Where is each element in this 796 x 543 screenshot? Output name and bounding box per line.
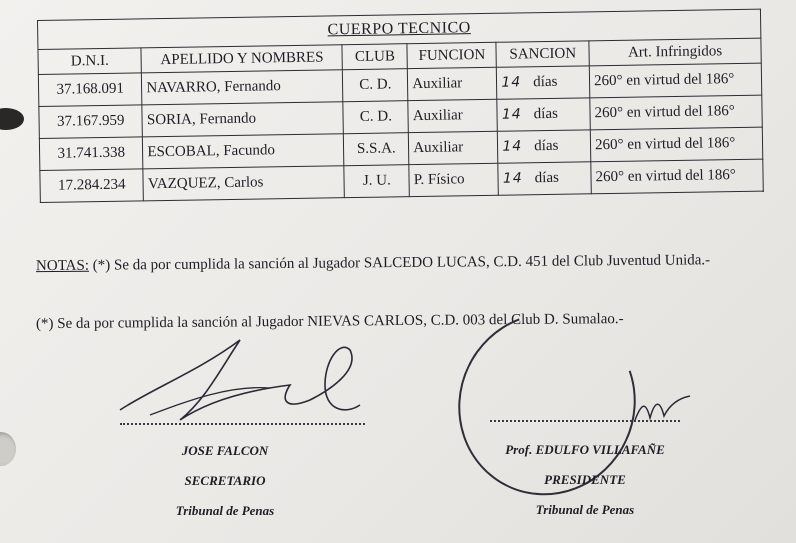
cuerpo-tecnico-table: [37, 9, 764, 203]
cell-name: VAZQUEZ, Carlos: [143, 166, 345, 201]
sancion-unit: días: [533, 105, 559, 123]
cell-sancion: [498, 130, 591, 163]
punch-hole-bottom: [0, 432, 16, 466]
punch-hole-top: [0, 108, 24, 130]
cell-dni: 31.741.338: [39, 137, 143, 171]
signature-line-left: [120, 423, 365, 425]
notes-line-1: (*) Se da por cumplida la sanción al Jugador SALCEDO LUCAS, C.D. 451 del Club Juventud Unida.-: [92, 252, 711, 274]
sancion-unit: días: [534, 137, 559, 155]
cell-art: 260° en virtud del 186°: [590, 127, 762, 162]
right-signer-name: Prof. EDULFO VILLAFAÑE: [505, 442, 665, 457]
table-title-text: CUERPO TECNICO: [327, 19, 471, 39]
sancion-unit: días: [534, 169, 560, 187]
cell-club: J. U.: [344, 165, 409, 198]
cell-funcion: P. Físico: [409, 163, 499, 196]
cell-sancion: [497, 98, 590, 131]
header-sancion: SANCION: [496, 41, 589, 67]
header-dni: D.N.I.: [38, 48, 142, 75]
sancion-number: 14: [501, 74, 522, 91]
header-art-infringidos: Art. Infringidos: [589, 38, 761, 66]
sancion-number: 14: [502, 138, 523, 155]
cell-name: ESCOBAL, Facundo: [143, 134, 345, 169]
cell-name: NAVARRO, Fernando: [142, 70, 344, 105]
signature-scribble-left: [110, 330, 370, 430]
header-apellido-nombres: APELLIDO Y NOMBRES: [141, 45, 342, 73]
cell-sancion: [497, 66, 590, 99]
left-signer-org: Tribunal de Penas: [175, 503, 275, 518]
cell-dni: 37.168.091: [38, 73, 142, 107]
sancion-number: 14: [501, 106, 522, 123]
signature-line-right: [490, 420, 680, 422]
cell-funcion: Auxiliar: [408, 99, 498, 132]
cell-club: C. D.: [343, 101, 408, 134]
left-signer-role: SECRETARIO: [184, 473, 266, 488]
header-club: CLUB: [342, 44, 407, 70]
cell-art: 260° en virtud del 186°: [589, 63, 761, 98]
header-funcion: FUNCION: [407, 42, 497, 68]
cell-sancion: [498, 162, 591, 195]
cell-dni: 37.167.959: [39, 105, 143, 139]
right-signer-role: PRESIDENTE: [544, 472, 626, 487]
sancion-unit: días: [533, 73, 558, 91]
cell-art: 260° en virtud del 186°: [591, 159, 763, 194]
cell-club: C. D.: [343, 69, 408, 102]
cell-funcion: Auxiliar: [408, 67, 498, 100]
cell-club: S.S.A.: [344, 133, 409, 166]
cell-art: 260° en virtud del 186°: [590, 95, 762, 130]
right-signer-org: Tribunal de Penas: [535, 502, 635, 517]
cell-funcion: Auxiliar: [409, 131, 499, 164]
sancion-number: 14: [502, 170, 523, 187]
notes-line-2: (*) Se da por cumplida la sanción al Jugador NIEVAS CARLOS, C.D. 003 del Club D. Sumalao.-: [35, 311, 624, 333]
cell-name: SORIA, Fernando: [142, 102, 344, 137]
cell-dni: 17.284.234: [40, 169, 144, 203]
left-signer-name: JOSE FALCON: [181, 443, 269, 458]
notes-label: NOTAS:: [35, 257, 90, 275]
notes-paragraph-1: [36, 250, 766, 276]
